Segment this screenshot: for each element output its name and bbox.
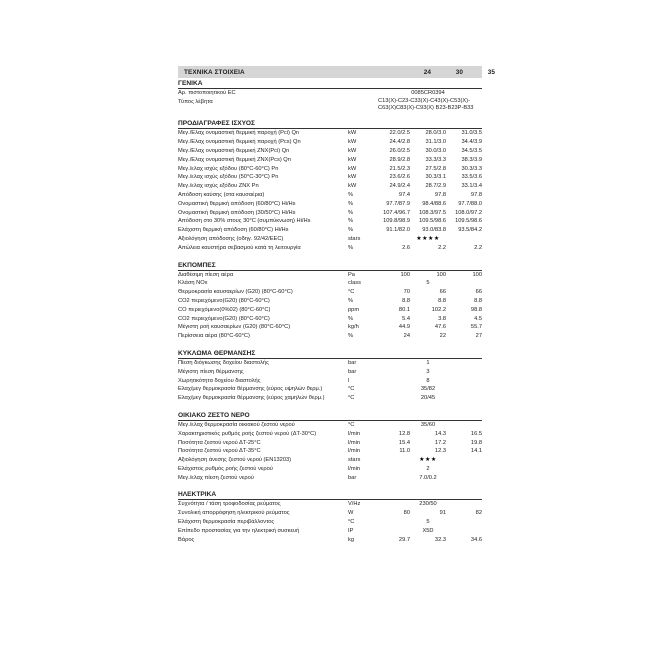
- row-value: 44.9: [398, 324, 410, 331]
- row-value: 109.5/98.6: [455, 218, 482, 225]
- row-value: 14.1: [470, 448, 482, 455]
- table-row: [178, 377, 482, 386]
- row-label: Ελάχιστη θερμοκρασία περιβάλλοντος: [178, 519, 275, 526]
- row-unit: kg/h: [348, 324, 359, 331]
- row-value: 109.8/98.9: [383, 218, 410, 225]
- row-label: Ελάχιστη θερμική απόδοση (60/80°C) Hi/Hs: [178, 227, 289, 234]
- row-value: 21.5/2.3: [389, 165, 410, 172]
- row-label: Ελαχ/μεγ θερμοκρασία θέρμανσης (εύρος υψηλών θερμ.): [178, 386, 323, 393]
- table-row: [178, 315, 482, 324]
- row-unit: l: [348, 377, 350, 384]
- row-label: CO περιεχόμενο(0%02) (80°C-60°C): [178, 306, 271, 313]
- row-unit: l/min: [348, 448, 361, 455]
- row-label: Απόδοση στο 30% στους 30°C (συμπύκνωση) Hi/Hs: [178, 218, 311, 225]
- table-row: [178, 147, 482, 156]
- row-value: 33.3/3.3: [425, 156, 446, 163]
- table-row: [178, 323, 482, 332]
- section: [178, 348, 482, 403]
- row-value-shared: 8: [426, 377, 430, 384]
- table-row: [178, 98, 482, 112]
- row-label: Ποσότητα ζεστού νερού ΔT-25°C: [178, 439, 261, 446]
- row-value: 30.3/3.3: [461, 165, 482, 172]
- row-label: Απώλεια καυστήρα σεβασμού κατά τη λειτουργία: [178, 244, 301, 251]
- row-unit: %: [348, 209, 354, 216]
- row-unit: kW: [348, 165, 357, 172]
- row-value: 34.6: [470, 536, 482, 543]
- table-row: [178, 235, 482, 244]
- row-label: Συχνότητα / τάση τροφοδοσίας ρεύματος: [178, 501, 281, 508]
- row-unit: [344, 98, 374, 112]
- table-row: [178, 474, 482, 483]
- row-value: 5.4: [402, 315, 410, 322]
- row-unit: %: [348, 227, 354, 234]
- row-unit: bar: [348, 474, 357, 481]
- row-value: 80: [403, 510, 410, 517]
- table-row: [178, 226, 482, 235]
- row-value: 82: [475, 510, 482, 517]
- model-col-35: 35: [487, 68, 495, 76]
- row-unit: °C: [348, 519, 355, 526]
- row-value: 107.4/96.7: [383, 209, 410, 216]
- row-unit: %: [348, 191, 354, 198]
- row-unit: stars: [348, 457, 361, 464]
- row-value: 24: [403, 333, 410, 340]
- row-value: 91.1/82.0: [386, 227, 410, 234]
- row-label: Αξιολόγηση απόδοσης (οδηγ. 92/42/EEC): [178, 235, 284, 242]
- row-value: 98.4/88.6: [422, 200, 446, 207]
- row-value: 30.3/3.1: [425, 174, 446, 181]
- row-value: 98.8: [470, 306, 482, 313]
- table-row: [178, 465, 482, 474]
- row-value-shared: 230/50: [419, 501, 437, 508]
- row-unit: Pa: [348, 271, 355, 278]
- row-unit: IP: [348, 527, 354, 534]
- row-unit: kW: [348, 174, 357, 181]
- row-unit: ppm: [348, 306, 360, 313]
- table-row: [178, 527, 482, 536]
- section-title: ΚΥΚΛΩΜΑ ΘΕΡΜΑΝΣΗΣ: [178, 348, 482, 359]
- row-value: 31.1/3.0: [425, 139, 446, 146]
- row-label: Μεγ./ελαχ πίεση ζεστού νερού: [178, 474, 254, 481]
- row-unit: %: [348, 315, 354, 322]
- row-unit: l/min: [348, 439, 361, 446]
- row-value: 12.8: [398, 430, 410, 437]
- section: [178, 118, 482, 252]
- row-value: 102.2: [431, 306, 446, 313]
- row-value: 16.5: [470, 430, 482, 437]
- table-header: [178, 66, 495, 78]
- row-value: 91: [439, 510, 446, 517]
- row-value: 8.8: [474, 297, 482, 304]
- row-value: 2.2: [438, 244, 446, 251]
- technical-data-sheet: [178, 66, 495, 551]
- table-row: [178, 439, 482, 448]
- table-row: [178, 191, 482, 200]
- table-row: [178, 536, 482, 545]
- table-row: [178, 173, 482, 182]
- row-value: 2.6: [402, 244, 410, 251]
- row-value: 55.7: [470, 324, 482, 331]
- row-unit: kW: [348, 147, 357, 154]
- row-value: 28.7/2.9: [425, 183, 446, 190]
- row-value: 93.5/84.2: [458, 227, 482, 234]
- row-value: 70: [403, 289, 410, 296]
- row-value: 97.8: [434, 191, 446, 198]
- row-value-shared: 0085CR0394: [411, 90, 445, 96]
- row-unit: V/Hz: [348, 501, 361, 508]
- row-value: 97.8: [470, 191, 482, 198]
- row-label: Επίπεδο προστασίας για την ηλεκτρική συσκευή: [178, 527, 300, 534]
- row-value: 38.3/3.9: [461, 156, 482, 163]
- row-value: 108.0/97.2: [455, 209, 482, 216]
- row-value: 4.5: [474, 315, 482, 322]
- row-label: Θερμοκρασία καυσαερίων (G20) (80°C-60°C): [178, 289, 293, 296]
- row-label: Μεγ./ελαχ θερμοκρασία οικιακού ζεστού νερού: [178, 421, 295, 428]
- row-unit: kW: [348, 183, 357, 190]
- row-value: 22.0/2.5: [389, 130, 410, 137]
- table-row: [178, 129, 482, 138]
- row-unit: %: [348, 297, 354, 304]
- section-title: ΟΙΚΙΑΚΟ ΖΕΣΤΟ ΝΕΡΟ: [178, 410, 482, 421]
- row-value-shared: X5D: [422, 527, 434, 534]
- row-value: 2.2: [474, 244, 482, 251]
- row-value: 26.0/2.5: [389, 147, 410, 154]
- row-value-shared: 5: [426, 519, 430, 526]
- row-value: 108.3/97.5: [419, 209, 446, 216]
- row-label: Μέγιστη πίεση θέρμανσης: [178, 368, 244, 375]
- table-row: [178, 385, 482, 394]
- row-label: Μεγ./ελαχ ισχύς εξόδου (80°C-60°C) Pn: [178, 165, 279, 172]
- row-label: Συνολική απορρόφηση ηλεκτρικού ρεύματος: [178, 510, 290, 517]
- section-title: ΓΕΝΙΚΑ: [178, 78, 482, 89]
- row-value: 97.7/88.0: [458, 200, 482, 207]
- table-row: [178, 271, 482, 280]
- row-label: Ονομαστική θερμική απόδοση (30/50°C) Hi/Hs: [178, 209, 296, 216]
- row-label: Χωρητικότητα δοχείου διαστολής: [178, 377, 261, 384]
- row-label: Πίεση διόγκωσης δοχείου διαστολής: [178, 359, 269, 366]
- row-value: 33.5/3.6: [461, 174, 482, 181]
- row-label: Τύπος λέβητα: [178, 98, 213, 105]
- row-label: Περίσσεια αέρα (80°C-60°C): [178, 333, 250, 340]
- table-row: [178, 359, 482, 368]
- model-col-30: 30: [455, 68, 463, 76]
- table-row: [178, 306, 482, 315]
- table-row: [178, 332, 482, 341]
- row-unit: %: [348, 200, 354, 207]
- section: [178, 410, 482, 483]
- row-value: 34.4/3.9: [461, 139, 482, 146]
- row-unit: %: [348, 244, 354, 251]
- row-label: Μεγ./ελαχ ισχύς εξόδου ZNX Pn: [178, 183, 259, 190]
- table-row: [178, 138, 482, 147]
- row-value: 14.3: [434, 430, 446, 437]
- row-value: 19.8: [470, 439, 482, 446]
- row-unit: bar: [348, 359, 357, 366]
- row-unit: °C: [348, 421, 355, 428]
- rating-stars: ★★★: [419, 457, 437, 464]
- row-label: CO2 περιεχόμενο(G20) (80°C-60°C): [178, 315, 270, 322]
- table-row: [178, 209, 482, 218]
- row-value-shared: 20/45: [420, 395, 436, 402]
- row-value: 8.8: [438, 297, 446, 304]
- row-value: 30.0/3.0: [425, 147, 446, 154]
- row-value: 34.5/3.5: [461, 147, 482, 154]
- row-value-shared: 35/82: [420, 386, 436, 393]
- row-unit: W: [348, 510, 354, 517]
- row-value: 15.4: [398, 439, 410, 446]
- row-value-shared: 7.0/0.2: [419, 474, 437, 481]
- row-value: 11.0: [399, 448, 410, 455]
- row-value: 100: [472, 271, 482, 278]
- table-row: [178, 500, 482, 509]
- table-row: [178, 89, 482, 98]
- row-value: 66: [439, 289, 446, 296]
- row-label: Μεγ./Ελαχ ονομαστική θερμική παροχή (Pcs) Qn: [178, 139, 301, 146]
- table-row: [178, 421, 482, 430]
- row-unit: kg: [348, 536, 355, 543]
- row-value: 80.1: [398, 306, 410, 313]
- row-unit: %: [348, 333, 354, 340]
- row-value: 8.8: [402, 297, 410, 304]
- row-label: Απόδοση καύσης (στα καυσαέρια): [178, 191, 265, 198]
- row-unit: °C: [348, 386, 355, 393]
- row-unit: [344, 89, 374, 98]
- row-value-shared: C13(X)-C23-C33(X)-C43(X)-C53(X)-C63(X)C83(X)-C93(X) B23-B23P-B33: [378, 97, 474, 111]
- row-value: 28.9/2.8: [389, 156, 410, 163]
- row-label: Βάρος: [178, 536, 195, 543]
- row-value: 12.3: [434, 448, 446, 455]
- row-unit: kW: [348, 156, 357, 163]
- table-row: [178, 156, 482, 165]
- row-value-shared: 2: [426, 465, 430, 472]
- table-row: [178, 297, 482, 306]
- row-unit: bar: [348, 368, 357, 375]
- table-row: [178, 456, 482, 465]
- table-row: [178, 165, 482, 174]
- row-value: 66: [475, 289, 482, 296]
- table-row: [178, 394, 482, 403]
- row-value: 97.4: [398, 191, 410, 198]
- table-title: ΤΕΧΝΙΚΑ ΣΤΟΙΧΕΙΑ: [184, 68, 245, 76]
- row-value: 100: [436, 271, 446, 278]
- row-value: 93.0/83.8: [422, 227, 446, 234]
- row-label: Μεγ./Ελαχ ονομαστική θερμική ZNX(Pci) Qn: [178, 147, 290, 154]
- row-value: 22: [439, 333, 446, 340]
- row-label: Κλάση NOx: [178, 280, 208, 287]
- row-label: Ελαχ/μεγ θερμοκρασία θέρμανσης (εύρος χαμηλών θερμ.): [178, 395, 325, 402]
- table-row: [178, 447, 482, 456]
- row-label: Μεγ./ελαχ ισχύς εξόδου (50°C-30°C) Pn: [178, 174, 279, 181]
- row-label: Αξιολόγηση άνεσης ζεστού νερού (EN13203): [178, 457, 292, 464]
- row-label: Χαρακτηριστικός ρυθμός ροής ζεστού νερού (ΔT-30°C): [178, 430, 317, 437]
- row-value: 32.3: [434, 536, 446, 543]
- row-value-shared: 3: [426, 368, 430, 375]
- row-value: 29.7: [398, 536, 410, 543]
- section-title: ΕΚΠΟΜΠΕΣ: [178, 260, 482, 271]
- row-value-shared: 1: [426, 359, 430, 366]
- row-unit: l/min: [348, 465, 361, 472]
- row-unit: °C: [348, 289, 355, 296]
- row-label: Ονομαστική θερμική απόδοση (60/80°C) Hi/Hs: [178, 200, 296, 207]
- row-value: 3.8: [438, 315, 446, 322]
- section-title: ΠΡΟΔΙΑΓΡΑΦΕΣ ΙΣΧΥΟΣ: [178, 118, 482, 129]
- table-row: [178, 288, 482, 297]
- row-unit: kW: [348, 130, 357, 137]
- row-value: 17.2: [434, 439, 446, 446]
- row-value: 24.9/2.4: [389, 183, 410, 190]
- section-title: ΗΛΕΚΤΡΙΚΑ: [178, 489, 482, 500]
- row-value: 31.0/3.5: [461, 130, 482, 137]
- table-row: [178, 509, 482, 518]
- table-row: [178, 244, 482, 253]
- row-value: 97.7/87.9: [386, 200, 410, 207]
- row-label: CO2 περιεχόμενο(G20) (80°C-60°C): [178, 297, 270, 304]
- row-value: 28.0/3.0: [425, 130, 446, 137]
- row-value: 100: [400, 271, 410, 278]
- row-label: Αρ. πιστοποιητικού EC: [178, 90, 236, 96]
- row-value: 23.6/2.6: [389, 174, 410, 181]
- row-unit: kW: [348, 139, 357, 146]
- section: [178, 489, 482, 544]
- row-label: Μεγ./Ελαχ ονομαστική θερμική ZNX(Pcs) Qn: [178, 156, 291, 163]
- row-value: 24.4/2.8: [389, 139, 410, 146]
- row-label: Μέγιστη ροή καυσαερίων (G20) (80°C-60°C): [178, 324, 291, 331]
- row-unit: l/min: [348, 430, 361, 437]
- sections-container: [178, 78, 482, 544]
- row-unit: °C: [348, 395, 355, 402]
- row-value: 47.6: [434, 324, 446, 331]
- row-value: 27: [475, 333, 482, 340]
- table-row: [178, 182, 482, 191]
- table-row: [178, 217, 482, 226]
- row-label: Διαθέσιμη πίεση αέρα: [178, 271, 234, 278]
- row-value: 33.1/3.4: [461, 183, 482, 190]
- table-row: [178, 368, 482, 377]
- table-row: [178, 279, 482, 288]
- table-row: [178, 518, 482, 527]
- row-label: Ελάχιστος ρυθμός ροής ζεστού νερού: [178, 465, 273, 472]
- section: [178, 260, 482, 341]
- row-unit: %: [348, 218, 354, 225]
- rating-stars: ★★★★: [416, 235, 440, 242]
- row-label: Μεγ./Ελαχ ονομαστική θερμική παροχή (Pci) Qn: [178, 130, 300, 137]
- table-row: [178, 430, 482, 439]
- model-col-24: 24: [423, 68, 431, 76]
- row-value-shared: 5: [426, 280, 430, 287]
- row-label: Ποσότητα ζεστού νερού ΔT-35°C: [178, 448, 261, 455]
- row-value: 27.5/2.8: [425, 165, 446, 172]
- table-row: [178, 200, 482, 209]
- row-value-shared: 35/60: [420, 421, 436, 428]
- row-value: 109.5/98.6: [419, 218, 446, 225]
- row-unit: class: [348, 280, 361, 287]
- section: [178, 78, 482, 111]
- row-unit: stars: [348, 235, 361, 242]
